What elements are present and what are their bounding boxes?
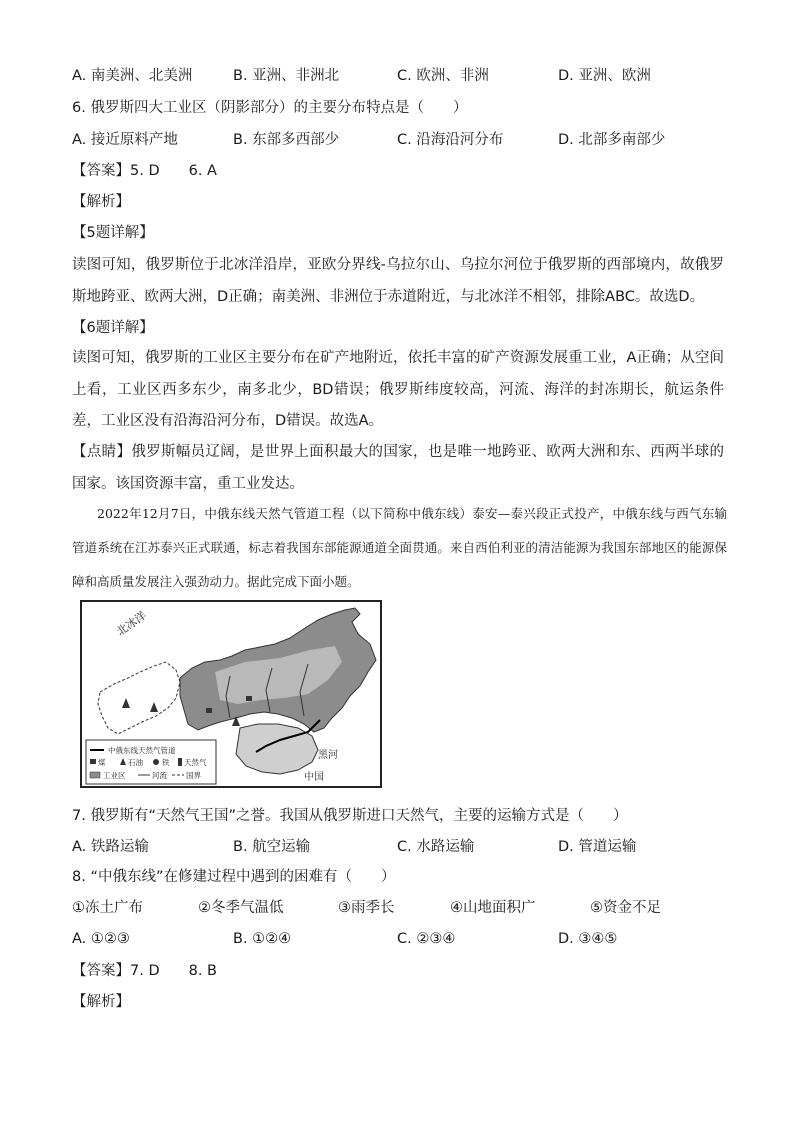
q6-option-d: D. 北部多南部少 (558, 132, 666, 148)
legend-border-text: 国界 (186, 771, 201, 780)
q7-option-a: A. 铁路运输 (72, 839, 149, 855)
q8-item-4: ④山地面积广 (450, 900, 536, 916)
legend-iron-text: 铁 (162, 758, 170, 767)
q5-option-c: C. 欧洲、非洲 (397, 68, 489, 84)
map-city-label: 黑河 (318, 750, 338, 761)
russia-map-figure (80, 600, 382, 788)
analysis-heading-2: 【解析】 (72, 994, 130, 1010)
answer-label: 【答案】 (72, 963, 130, 979)
legend-coal-swatch (90, 759, 96, 764)
detail-5-text: 读图可知，俄罗斯位于北冰洋沿岸，亚欧分界线-乌拉尔山、乌拉尔河位于俄罗斯的西部境内，故俄罗斯地跨亚、欧两大洲，D正确；南美洲、非洲位于赤道附近，与北冰洋不相邻，排除ABC。故选D。 (72, 257, 724, 305)
answer-7-8 (72, 961, 217, 981)
legend-industry-text: 工业区 (103, 771, 126, 780)
answer-5-6 (72, 161, 217, 181)
q7-option-d: D. 管道运输 (558, 839, 637, 855)
q8-option-c: C. ②③④ (397, 931, 456, 947)
legend-iron-swatch (153, 759, 159, 765)
q8-item-2: ②冬季气温低 (198, 900, 284, 916)
answer-text: 7. D 8. B (130, 963, 217, 979)
q5-option-b: B. 亚洲、非洲北 (233, 68, 340, 84)
comment-text: 俄罗斯幅员辽阔，是世界上面积最大的国家，也是唯一地跨亚、欧两大洲和东、西两半球的国家。该国资源丰富，重工业发达。 (72, 444, 725, 492)
detail-6-text: 读图可知，俄罗斯的工业区主要分布在矿产地附近，依托丰富的矿产资源发展重工业，A正确；从空间上看，工业区西多东少，南多北少，BD错误；俄罗斯纬度较高，河流、海洋的封冻期长，航运条件差，工业区没有沿海沿河分布，D错误。故选A。 (72, 350, 724, 430)
q8-item-5: ⑤资金不足 (590, 900, 661, 916)
detail-6-title: 【6题详解】 (72, 320, 154, 336)
map-ocean-label: 北冰洋 (114, 608, 149, 639)
legend-gas-swatch (178, 758, 182, 766)
q8-item-3: ③雨季长 (338, 900, 395, 916)
comment-label: 【点睛】 (72, 444, 132, 460)
q5-option-a: A. 南美洲、北美洲 (72, 68, 193, 84)
legend-oil-text: 石油 (128, 758, 143, 767)
map-country-label: 中国 (304, 772, 324, 783)
answer-text: 5. D 6. A (130, 163, 217, 179)
coal-symbol (246, 696, 252, 701)
q7-stem: 7. 俄罗斯有“天然气王国”之誉。我国从俄罗斯进口天然气，主要的运输方式是（ ） (72, 808, 628, 824)
q7-option-b: B. 航空运输 (233, 839, 311, 855)
coal-symbol (206, 708, 212, 713)
comment-paragraph (72, 437, 724, 500)
q5-option-d: D. 亚洲、欧洲 (558, 68, 651, 84)
detail-5-title: 【5题详解】 (72, 225, 154, 241)
legend-river-text: 河流 (152, 771, 167, 780)
analysis-heading: 【解析】 (72, 194, 130, 210)
legend-pipeline-text: 中俄东线天然气管道 (108, 746, 176, 755)
q6-option-b: B. 东部多西部少 (233, 132, 340, 148)
material-intro: 2022年12月7日，中俄东线天然气管道工程（以下简称中俄东线）泰安—泰兴段正式投产，中俄东线与西气东输管道系统在江苏泰兴正式联通，标志着我国东部能源通道全面贯通。来自西伯利亚的清洁能源为我国东部地区的能源保障和高质量发展注入强劲动力。据此完成下面小题。 (72, 506, 727, 589)
q8-option-b: B. ①②④ (233, 931, 292, 947)
q6-option-a: A. 接近原料产地 (72, 132, 178, 148)
q6-stem: 6. 俄罗斯四大工业区（阴影部分）的主要分布特点是（ ） (72, 100, 468, 116)
legend-industry-swatch (90, 772, 100, 778)
q8-item-1: ①冻土广布 (72, 900, 143, 916)
q8-option-a: A. ①②③ (72, 931, 130, 947)
q8-stem: 8. “中俄东线”在修建过程中遇到的困难有（ ） (72, 869, 396, 885)
q7-option-c: C. 水路运输 (397, 839, 475, 855)
legend-gas-text: 天然气 (184, 758, 207, 767)
legend-coal-text: 煤 (98, 758, 106, 767)
q6-option-c: C. 沿海沿河分布 (397, 132, 504, 148)
q8-option-d: D. ③④⑤ (558, 931, 618, 947)
answer-label: 【答案】 (72, 163, 130, 179)
